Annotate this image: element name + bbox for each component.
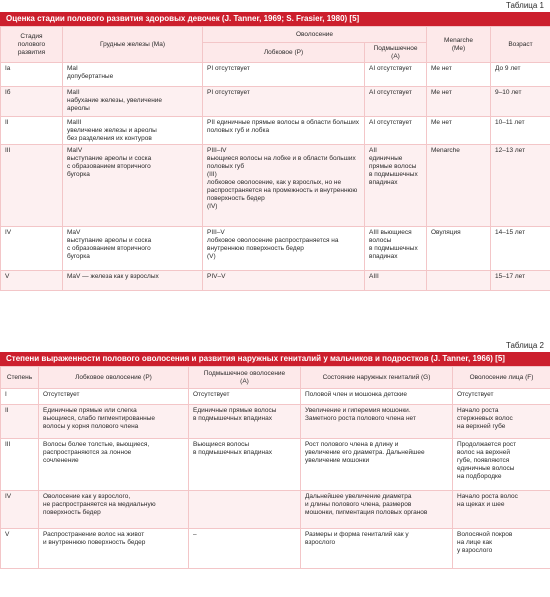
cell-genitals: Половой член и мошонка детские bbox=[301, 389, 453, 405]
cell-age: 9–10 лет bbox=[491, 87, 550, 117]
cell-facial: Начало роста волос на щеках и шее bbox=[453, 491, 550, 529]
header-axillary-hair: Подмышечное оволосение (А) bbox=[189, 367, 301, 389]
table-1-title: Оценка стадии полового развития здоровых девочек (J. Tanner, 1969; S. Frasier, 1980) [5] bbox=[0, 12, 550, 26]
cell-pubic: Единичные прямые или слегка вьющиеся, слабо пигментированные волосы у корня полового члена bbox=[39, 405, 189, 439]
table-2-label: Таблица 2 bbox=[505, 341, 544, 350]
table-2-title: Степени выраженности полового оволосения и развития наружных гениталий у мальчиков и подростков (J. Tanner, 1966) [5] bbox=[0, 352, 550, 366]
cell-menarche: Me нет bbox=[427, 117, 491, 145]
cell-menarche: Овуляция bbox=[427, 227, 491, 271]
cell-breast: MaV выступание ареолы и соска с образованием вторичного бугорка bbox=[63, 227, 203, 271]
header-age: Возраст bbox=[491, 27, 550, 63]
cell-degree: II bbox=[1, 405, 39, 439]
cell-pubic: Отсутствует bbox=[39, 389, 189, 405]
cell-facial: Продолжается рост волос на верхней губе, появляются единичные волосы на подбородке bbox=[453, 439, 550, 491]
cell-breast: MaIV выступание ареолы и соска с образованием вторичного бугорка bbox=[63, 145, 203, 227]
table-row bbox=[1, 145, 550, 227]
cell-axillary: AI отсутствует bbox=[365, 117, 427, 145]
header-menarche: Menarche (Me) bbox=[427, 27, 491, 63]
cell-axillary: Вьющиеся волосы в подмышечных впадинах bbox=[189, 439, 301, 491]
cell-stage: III bbox=[1, 145, 63, 227]
cell-pubic: PI отсутствует bbox=[203, 87, 365, 117]
cell-pubic: Волосы более толстые, вьющиеся, распространяются за лонное сочленение bbox=[39, 439, 189, 491]
cell-pubic: PIII–V лобковое оволосение распространяется на внутреннюю поверхность бедер (V) bbox=[203, 227, 365, 271]
cell-breast: MaIII увеличение железы и ареолы без разделения их контуров bbox=[63, 117, 203, 145]
cell-stage: Ia bbox=[1, 63, 63, 87]
cell-breast: MaI допубертатные bbox=[63, 63, 203, 87]
table-2 bbox=[0, 340, 550, 569]
cell-menarche bbox=[427, 271, 491, 291]
header-stage: Стадия полового развития bbox=[1, 27, 63, 63]
cell-axillary: AI отсутствует bbox=[365, 63, 427, 87]
table-row bbox=[1, 271, 550, 291]
cell-facial: Волосяной покров на лице как у взрослого bbox=[453, 529, 550, 569]
header-degree: Степень bbox=[1, 367, 39, 389]
table-row bbox=[1, 227, 550, 271]
table-row bbox=[1, 63, 550, 87]
cell-age: 15–17 лет bbox=[491, 271, 550, 291]
header-genitals: Состояние наружных гениталий (G) bbox=[301, 367, 453, 389]
cell-facial: Отсутствует bbox=[453, 389, 550, 405]
cell-axillary: AI отсутствует bbox=[365, 87, 427, 117]
table-2-grid bbox=[0, 366, 550, 569]
header-hair: Оволосение bbox=[203, 27, 427, 43]
cell-axillary: AIII bbox=[365, 271, 427, 291]
cell-pubic: PII единичные прямые волосы в области больших половых губ и лобка bbox=[203, 117, 365, 145]
table-row bbox=[1, 405, 550, 439]
cell-axillary: – bbox=[189, 529, 301, 569]
cell-axillary: AIII вьющиеся волосы в подмышечных впадинах bbox=[365, 227, 427, 271]
table-row bbox=[1, 529, 550, 569]
cell-breast: MaII набухание железы, увеличение ареолы bbox=[63, 87, 203, 117]
cell-stage: V bbox=[1, 271, 63, 291]
cell-age: 10–11 лет bbox=[491, 117, 550, 145]
cell-stage: II bbox=[1, 117, 63, 145]
table-1-grid bbox=[0, 26, 550, 291]
cell-menarche: Menarche bbox=[427, 145, 491, 227]
cell-stage: IV bbox=[1, 227, 63, 271]
header-breast: Грудные железы (Ма) bbox=[63, 27, 203, 63]
cell-degree: V bbox=[1, 529, 39, 569]
table-row bbox=[1, 389, 550, 405]
cell-pubic: Распространение волос на живот и внутреннюю поверхность бедер bbox=[39, 529, 189, 569]
cell-breast: MaV — железа как у взрослых bbox=[63, 271, 203, 291]
cell-pubic: PIV–V bbox=[203, 271, 365, 291]
cell-genitals: Рост полового члена в длину и увеличение его диаметра. Дальнейшее увеличение мошонки bbox=[301, 439, 453, 491]
header-axillary: Подмышечное (А) bbox=[365, 43, 427, 63]
table-row bbox=[1, 491, 550, 529]
cell-menarche: Me нет bbox=[427, 63, 491, 87]
cell-degree: IV bbox=[1, 491, 39, 529]
table-1-label: Таблица 1 bbox=[505, 1, 544, 10]
table-row bbox=[1, 439, 550, 491]
cell-degree: I bbox=[1, 389, 39, 405]
cell-axillary bbox=[189, 491, 301, 529]
cell-pubic: PIII–IV вьющиеся волосы на лобке и в области больших половых губ (III) лобковое оволосение, как у взрослых, но не распространяется на промежность и внутреннюю поверхность бедер (IV) bbox=[203, 145, 365, 227]
cell-stage: Iб bbox=[1, 87, 63, 117]
cell-pubic: PI отсутствует bbox=[203, 63, 365, 87]
cell-age: 14–15 лет bbox=[491, 227, 550, 271]
cell-axillary: Единичные прямые волосы в подмышечных впадинах bbox=[189, 405, 301, 439]
cell-facial: Начало роста стержневых волос на верхней губе bbox=[453, 405, 550, 439]
table-row bbox=[1, 87, 550, 117]
cell-genitals: Увеличение и гиперемия мошонки. Заметного роста полового члена нет bbox=[301, 405, 453, 439]
cell-genitals: Дальнейшее увеличение диаметра и длины полового члена, размеров мошонки, пигментация половых органов bbox=[301, 491, 453, 529]
cell-degree: III bbox=[1, 439, 39, 491]
cell-pubic: Оволосение как у взрослого, не распространяется на медиальную поверхность бедер bbox=[39, 491, 189, 529]
header-pubic-hair: Лобковое оволосение (Р) bbox=[39, 367, 189, 389]
cell-age: До 9 лет bbox=[491, 63, 550, 87]
header-facial-hair: Оволосение лица (F) bbox=[453, 367, 550, 389]
cell-axillary: AII единичные прямые волосы в подмышечных впадинах bbox=[365, 145, 427, 227]
table-1 bbox=[0, 0, 550, 291]
header-pubic: Лобковое (Р) bbox=[203, 43, 365, 63]
cell-genitals: Размеры и форма гениталий как у взрослого bbox=[301, 529, 453, 569]
cell-menarche: Me нет bbox=[427, 87, 491, 117]
table-row bbox=[1, 117, 550, 145]
cell-axillary: Отсутствует bbox=[189, 389, 301, 405]
cell-age: 12–13 лет bbox=[491, 145, 550, 227]
